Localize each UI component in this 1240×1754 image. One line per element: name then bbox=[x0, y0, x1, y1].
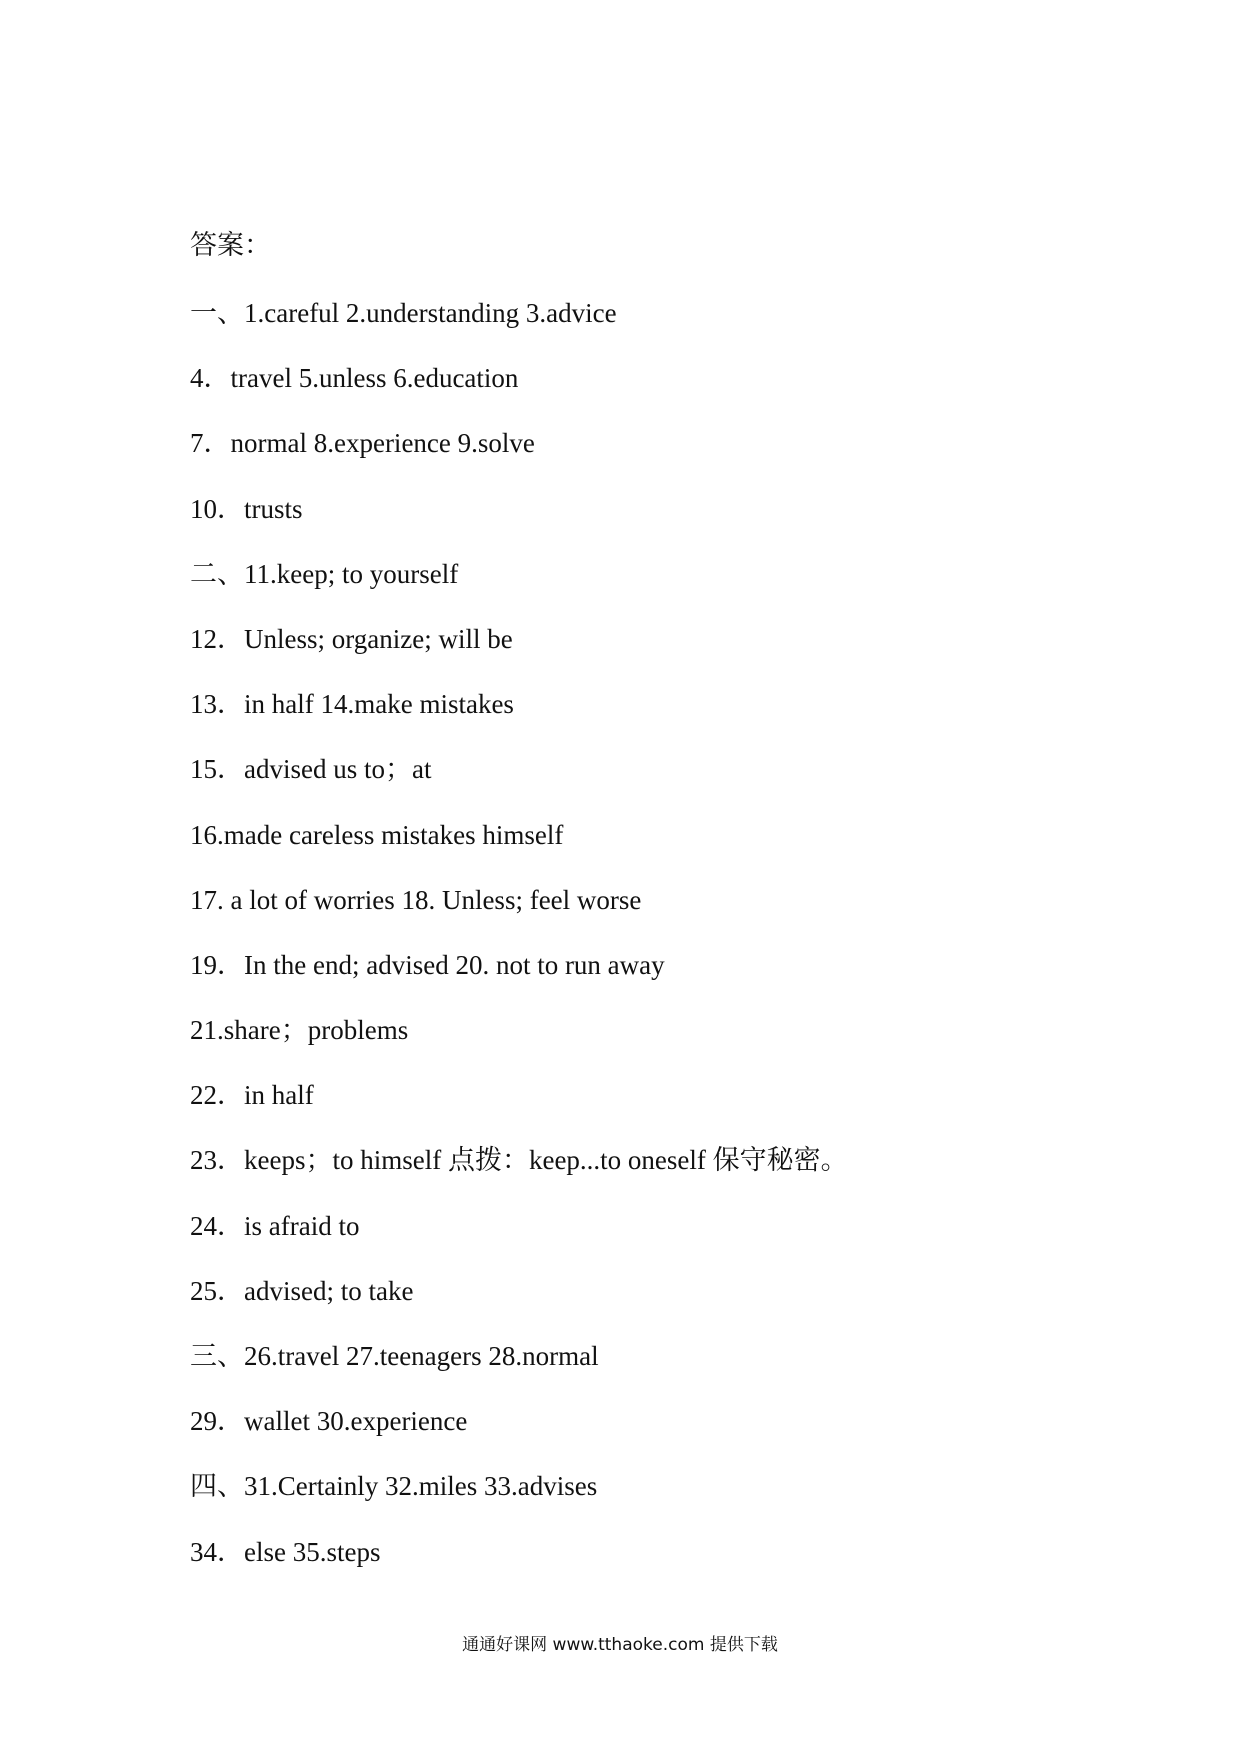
answer-line: 一、1.careful 2.understanding 3.advice bbox=[190, 298, 617, 328]
answer-line: 34．else 35.steps bbox=[190, 1536, 381, 1567]
answer-line: 4．travel 5.unless 6.education bbox=[190, 363, 519, 394]
answer-line: 12．Unless; organize; will be bbox=[190, 623, 513, 654]
answer-line: 29．wallet 30.experience bbox=[190, 1406, 468, 1437]
answer-list bbox=[190, 296, 848, 1600]
answer-line: 23．keeps；to himself 点拨：keep...to oneself 保守秘密。 bbox=[190, 1145, 848, 1176]
answer-line: 15．advised us to；at bbox=[190, 754, 432, 785]
answer-line: 10．trusts bbox=[190, 493, 303, 524]
answer-line: 19．In the end; advised 20. not to run away bbox=[190, 949, 665, 980]
answer-line: 7．normal 8.experience 9.solve bbox=[190, 428, 535, 459]
answer-line: 三、26.travel 27.teenagers 28.normal bbox=[190, 1341, 599, 1371]
answer-line: 13．in half 14.make mistakes bbox=[190, 689, 514, 720]
answer-line: 22．in half bbox=[190, 1080, 314, 1111]
answer-line: 21.share；problems bbox=[190, 1015, 409, 1046]
page-footer: 通通好课网 www.tthaoke.com 提供下载 bbox=[462, 1635, 778, 1655]
answer-line: 16.made careless mistakes himself bbox=[190, 819, 564, 850]
answers-heading: 答案： bbox=[190, 230, 271, 260]
answer-line: 25．advised; to take bbox=[190, 1275, 414, 1306]
answer-line: 二、11.keep; to yourself bbox=[190, 558, 459, 589]
answer-line: 24．is afraid to bbox=[190, 1210, 360, 1241]
answer-line: 17. a lot of worries 18. Unless; feel worse bbox=[190, 884, 642, 915]
answer-line: 四、31.Certainly 32.miles 33.advises bbox=[190, 1471, 598, 1502]
